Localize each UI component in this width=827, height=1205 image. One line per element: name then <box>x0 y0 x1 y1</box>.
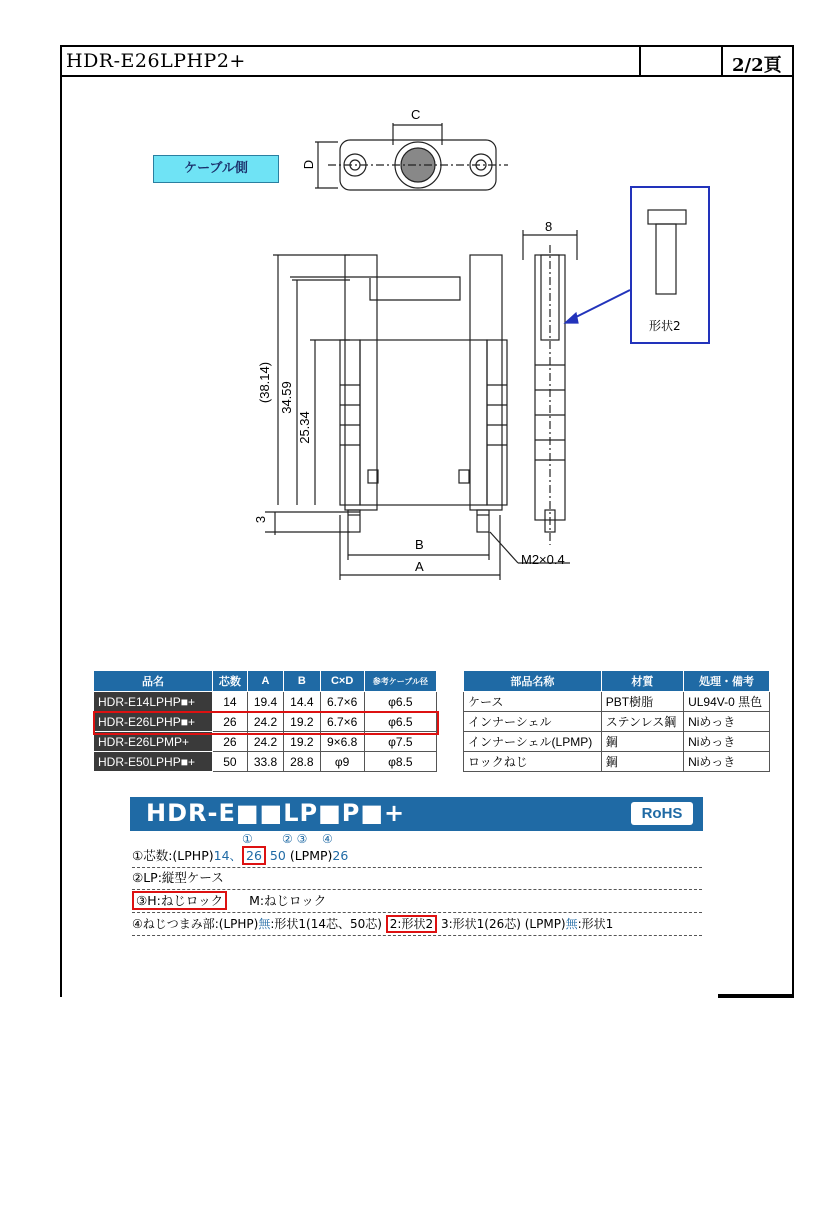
front-screw-right <box>470 255 502 510</box>
parts-header-row <box>464 671 770 692</box>
opt4-none: 無 <box>258 917 271 931</box>
parts-th: 部品名称 <box>464 671 602 692</box>
dim-c: C <box>411 107 421 122</box>
spec-cell: 6.7×6 <box>320 712 364 732</box>
front-view-body <box>360 340 487 505</box>
spec-th: B <box>284 671 320 692</box>
model-banner <box>130 797 703 831</box>
circled-1: ① <box>242 832 253 846</box>
spec-cell: φ7.5 <box>364 732 436 752</box>
table-row <box>464 732 770 752</box>
parts-th: 材質 <box>601 671 683 692</box>
parts-cell: インナーシェル(LPMP) <box>464 732 602 752</box>
front-screw-left <box>345 255 377 510</box>
spec-cell: φ8.5 <box>364 752 436 772</box>
dim-a: A <box>415 559 424 574</box>
parts-cell: PBT樹脂 <box>601 692 683 712</box>
opt4-s4: :形状1 <box>577 917 614 931</box>
dim-34-59: 34.59 <box>278 381 294 414</box>
spec-cell: 50 <box>213 752 248 772</box>
opt4-s3: 3:形状1(26芯) <box>440 917 521 931</box>
opt1-v1: 14、 <box>213 848 243 863</box>
table-row <box>464 712 770 732</box>
connector-drawing <box>60 45 794 605</box>
cable-side-label: ケーブル側 <box>153 155 279 183</box>
drawing-title: HDR-E26LPHP2+ <box>66 50 246 72</box>
opt1-label2: (LPMP) <box>289 848 333 863</box>
spec-cell: HDR-E26LPMP+ <box>94 732 213 752</box>
dim-38-14: (38.14) <box>257 361 273 404</box>
spec-cell: HDR-E50LPHP■+ <box>94 752 213 772</box>
opt1-label: ①芯数:(LPHP) <box>132 848 214 863</box>
spec-cell: φ6.5 <box>364 712 436 732</box>
spec-cell: 26 <box>213 732 248 752</box>
spec-cell: 19.2 <box>284 732 320 752</box>
dim-b: B <box>415 537 424 552</box>
parts-cell: 鋼 <box>601 732 683 752</box>
table-row <box>94 692 437 712</box>
spec-cell: 24.2 <box>247 712 283 732</box>
spec-cell: 9×6.8 <box>320 732 364 752</box>
dim-3: 3 <box>253 515 269 524</box>
spec-cell: φ6.5 <box>364 692 436 712</box>
parts-table <box>463 670 770 772</box>
spec-th: 品名 <box>94 671 213 692</box>
opt1-v2-highlighted: 26 <box>242 846 266 865</box>
highlight-row-e26 <box>93 711 439 735</box>
parts-cell: ケース <box>464 692 602 712</box>
parts-cell: ステンレス鋼 <box>601 712 683 732</box>
page-number: 2/2頁 <box>732 55 782 76</box>
opt3-m: M:ねじロック <box>249 893 327 908</box>
opt4-s2-highlighted: 2:形状2 <box>386 915 437 933</box>
circled-4: ④ <box>322 832 333 846</box>
parts-cell: Niめっき <box>684 712 770 732</box>
spec-header-row <box>94 671 437 692</box>
dim-screw: M2×0.4 <box>521 552 565 567</box>
spec-th: C×D <box>320 671 364 692</box>
spec-cell: 24.2 <box>247 732 283 752</box>
model-code: HDR-E■■LP■P■+ <box>146 799 406 827</box>
spec-cell: φ9 <box>320 752 364 772</box>
spec-cell: 14.4 <box>284 692 320 712</box>
opt3-h-highlighted: ③H:ねじロック <box>132 891 227 910</box>
parts-cell: Niめっき <box>684 752 770 772</box>
spec-cell: 33.8 <box>247 752 283 772</box>
spec-cell: 28.8 <box>284 752 320 772</box>
spec-cell: 26 <box>213 712 248 732</box>
table-row <box>464 692 770 712</box>
table-row <box>94 752 437 772</box>
spec-cell: 6.7×6 <box>320 692 364 712</box>
option-1-line <box>132 845 702 868</box>
option-2-line <box>132 867 702 890</box>
spec-th: A <box>247 671 283 692</box>
opt1-v4: 26 <box>332 848 349 863</box>
rohs-badge: RoHS <box>631 802 693 825</box>
dim-d: D <box>301 159 317 170</box>
circled-2-3: ② ③ <box>282 832 308 846</box>
bottom-mark <box>718 994 794 998</box>
option-3-line <box>132 890 702 913</box>
spec-cell: HDR-E26LPHP■+ <box>94 712 213 732</box>
table-row <box>464 752 770 772</box>
parts-cell: 鋼 <box>601 752 683 772</box>
spec-cell: 19.2 <box>284 712 320 732</box>
dim-25-34: 25.34 <box>296 411 312 444</box>
parts-cell: インナーシェル <box>464 712 602 732</box>
parts-cell: UL94V-0 黒色 <box>684 692 770 712</box>
spec-cell: HDR-E14LPHP■+ <box>94 692 213 712</box>
parts-cell: ロックねじ <box>464 752 602 772</box>
spec-th: 芯数 <box>213 671 248 692</box>
dim-8: 8 <box>545 219 553 234</box>
drawing-sheet <box>60 45 794 997</box>
opt4-none2: 無 <box>565 917 578 931</box>
spec-cell: 19.4 <box>247 692 283 712</box>
parts-cell: Niめっき <box>684 732 770 752</box>
spec-cell: 14 <box>213 692 248 712</box>
spec-th: 参考ケーブル径 <box>364 671 436 692</box>
callout-label: 形状2 <box>649 319 681 333</box>
option-4-line <box>132 913 702 936</box>
opt1-v3: 50 <box>269 848 286 863</box>
opt4-lpmp: (LPMP) <box>524 917 566 931</box>
opt4-s1: :形状1(14芯、50芯) <box>270 917 382 931</box>
opt2-label: ②LP:縦型ケース <box>132 870 224 885</box>
parts-th: 処理・備考 <box>684 671 770 692</box>
opt4-label: ④ねじつまみ部:(LPHP) <box>132 917 259 931</box>
